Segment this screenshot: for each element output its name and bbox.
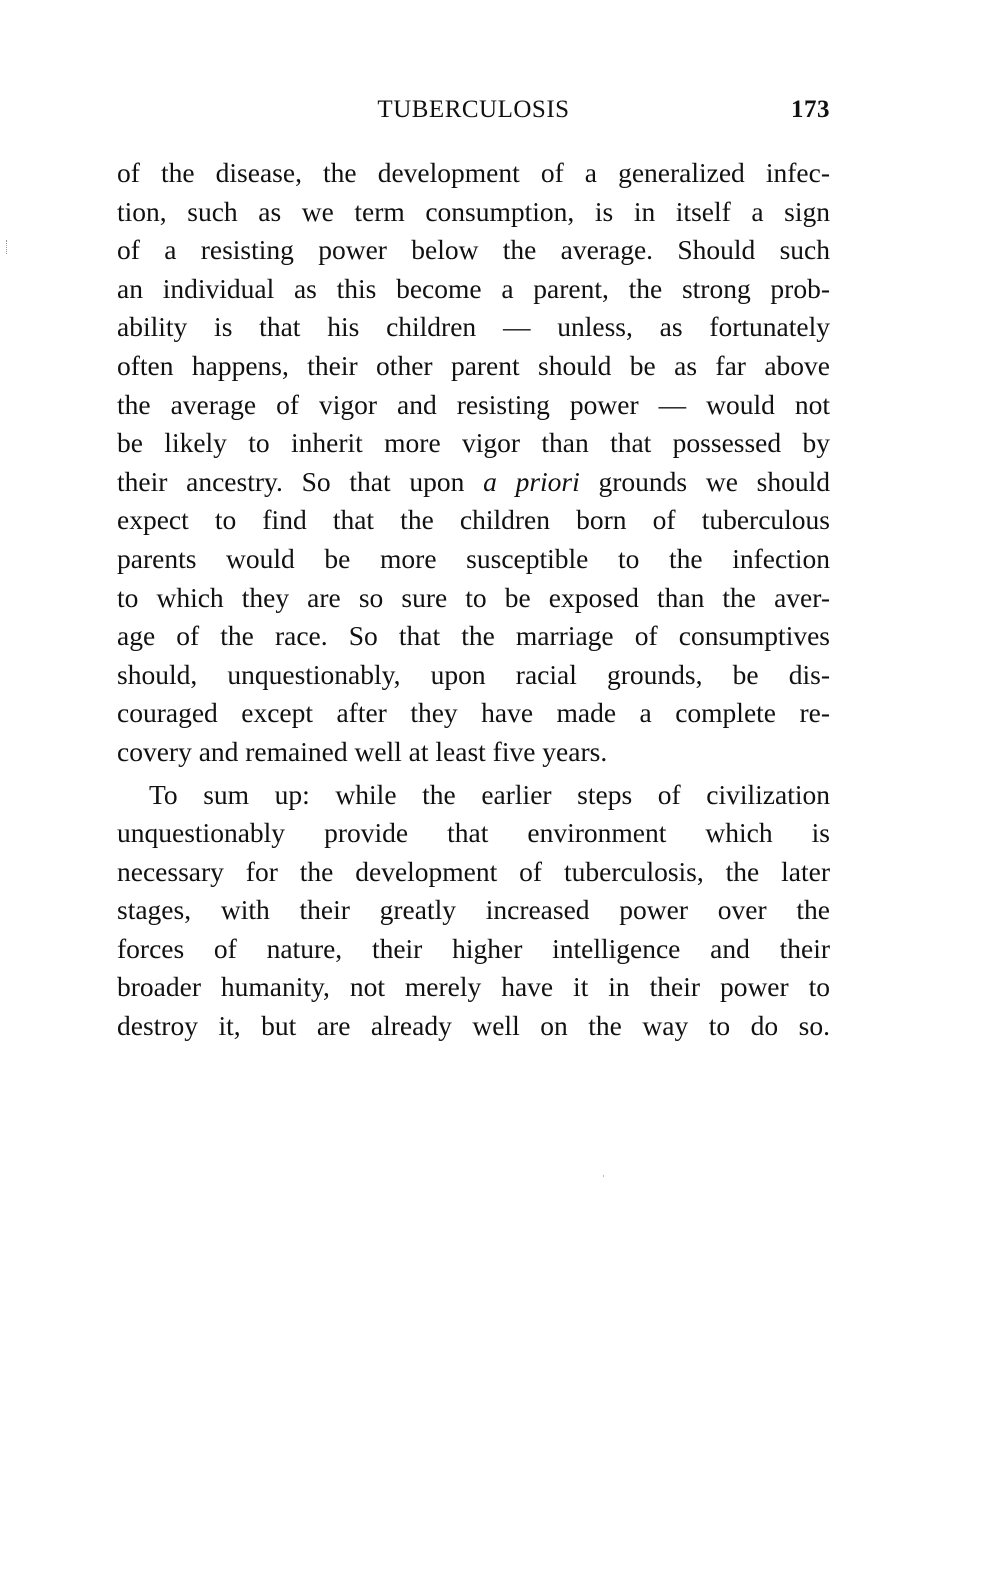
text-line: the average of vigor and resisting power — would not bbox=[117, 388, 830, 420]
running-title: TUBERCULOSIS bbox=[377, 96, 570, 123]
text-line: age of the race. So that the marriage of consumptives bbox=[117, 620, 830, 652]
book-page bbox=[117, 96, 830, 1046]
text-line: tion, such as we term consumption, is in itself a sign bbox=[117, 195, 830, 227]
text-line: often happens, their other parent should be as far above bbox=[117, 349, 830, 381]
paragraph-1 bbox=[117, 154, 830, 772]
text-line: an individual as this become a parent, the strong prob- bbox=[117, 272, 830, 304]
text-run: their ancestry. So that upon bbox=[117, 465, 484, 497]
text-run: grounds we should bbox=[579, 465, 830, 497]
text-line: stages, with their greatly increased power over the bbox=[117, 894, 830, 926]
text-line-with-italic bbox=[117, 463, 830, 502]
text-line: covery and remained well at least five years. bbox=[117, 735, 608, 767]
scan-speck bbox=[603, 1175, 604, 1177]
text-line: to which they are so sure to be exposed than the aver- bbox=[117, 581, 830, 613]
text-line: should, unquestionably, upon racial grounds, be dis- bbox=[117, 658, 830, 690]
italic-phrase: a priori bbox=[483, 465, 580, 497]
page-number: 173 bbox=[791, 96, 830, 123]
body-text bbox=[117, 154, 830, 1046]
text-line: broader humanity, not merely have it in their power to bbox=[117, 971, 830, 1003]
text-line: unquestionably provide that environment which is bbox=[117, 817, 830, 849]
text-line: necessary for the development of tuberculosis, the later bbox=[117, 855, 830, 887]
text-line: of a resisting power below the average. Should such bbox=[117, 234, 830, 266]
text-line: be likely to inherit more vigor than that possessed by bbox=[117, 427, 830, 459]
text-line: expect to find that the children born of tuberculous bbox=[117, 504, 830, 536]
text-line: ability is that his children — unless, as fortunately bbox=[117, 311, 830, 343]
text-line: of the disease, the development of a generalized infec- bbox=[117, 157, 830, 188]
text-line: parents would be more susceptible to the infection bbox=[117, 542, 830, 574]
margin-scan-mark bbox=[6, 240, 9, 254]
running-head bbox=[117, 96, 830, 136]
text-line: destroy it, but are already well on the way to do so. bbox=[117, 1010, 830, 1042]
text-line: To sum up: while the earlier steps of civilization bbox=[149, 778, 830, 810]
text-line: forces of nature, their higher intelligence and their bbox=[117, 932, 830, 964]
paragraph-2 bbox=[117, 776, 830, 1046]
text-line: couraged except after they have made a complete re- bbox=[117, 697, 830, 729]
